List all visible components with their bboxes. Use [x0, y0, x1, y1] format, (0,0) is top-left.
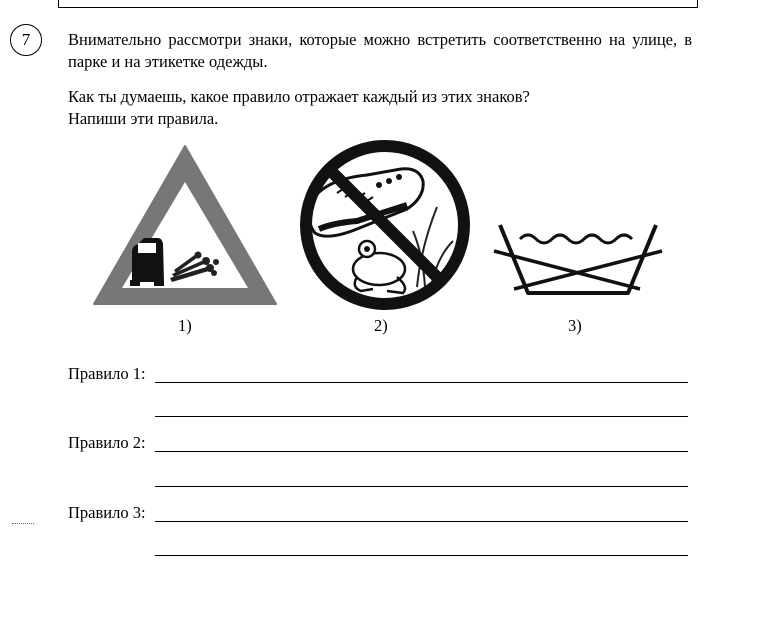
- rule-1-answer-line-2[interactable]: [155, 416, 688, 417]
- task-question-line-1: Как ты думаешь, какое правило отражает каждый из этих знаков?: [68, 87, 530, 106]
- rule-3-answer-line-2[interactable]: [155, 555, 688, 556]
- no-trampling-frogs-sign-icon: [297, 137, 473, 313]
- task-instruction: [68, 29, 692, 73]
- task-number-badge: 7: [10, 24, 42, 56]
- sign-2-caption: 2): [374, 316, 388, 335]
- margin-dotted-mark: [12, 523, 34, 524]
- rule-1-answer-line-1[interactable]: [155, 382, 688, 383]
- rule-3-label: Правило 3:: [68, 503, 146, 522]
- do-not-wash-symbol-icon: [490, 213, 666, 299]
- task-instruction-text: Внимательно рассмотри знаки, которые можно встретить соответственно на улице, в парке и на этикетке одежды.: [68, 30, 692, 71]
- rule-1-label: Правило 1:: [68, 364, 146, 383]
- rule-2-answer-line-2[interactable]: [155, 486, 688, 487]
- sign-1-caption: 1): [178, 316, 192, 335]
- rule-3-answer-line-1[interactable]: [155, 521, 688, 522]
- sign-3-caption: 3): [568, 316, 582, 335]
- task-question: [68, 86, 692, 130]
- task-question-line-2: Напиши эти правила.: [68, 109, 219, 128]
- rule-2-answer-line-1[interactable]: [155, 451, 688, 452]
- road-gravel-warning-sign-icon: [88, 140, 282, 310]
- rule-2-label: Правило 2:: [68, 433, 146, 452]
- previous-task-box: [58, 0, 698, 8]
